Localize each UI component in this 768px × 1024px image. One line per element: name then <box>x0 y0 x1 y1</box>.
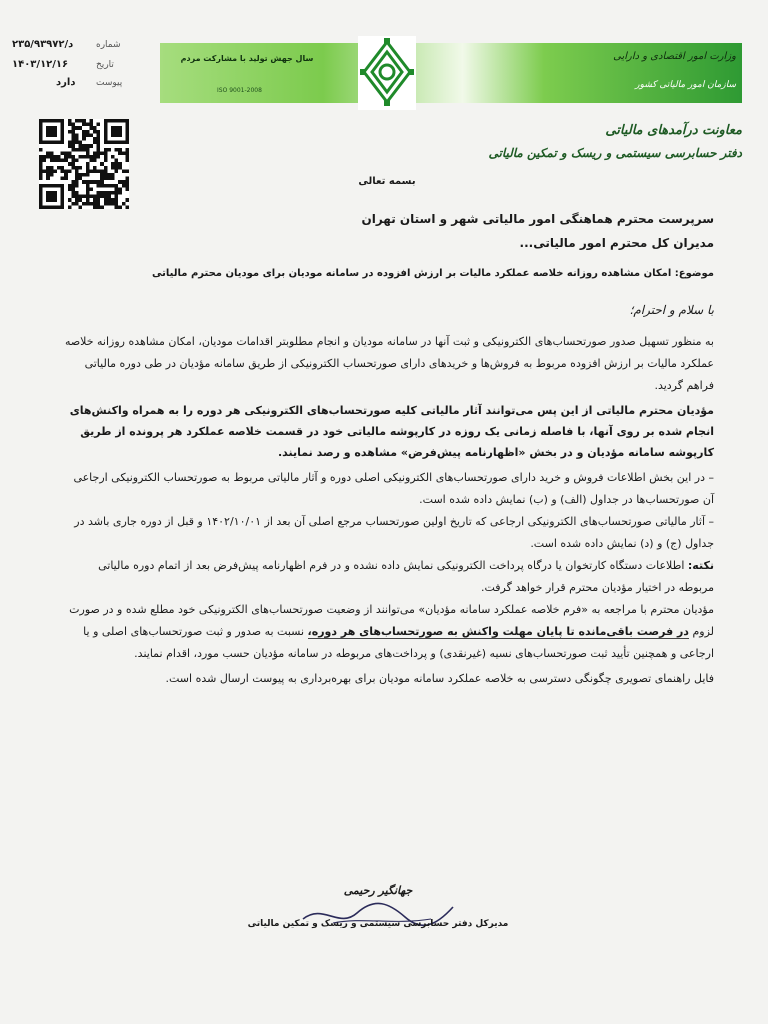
date-label: تاریخ <box>96 60 114 70</box>
department-heading <box>430 120 742 164</box>
action-text-end: نسبت به صدور و ثبت صورتحساب‌های اصلی و یا ارجاعی و همچنین تأیید ثبت صورتحساب‌های نسیه (غیرنقدی) و پرداخت‌های مربوطه در سامانه مؤدیان حسب مورد، اقدام نمایند. <box>83 625 714 660</box>
paragraph-taxpayers: مؤدیان محترم مالیاتی از این پس می‌توانند آثار مالیاتی کلیه صورتحساب‌های الکترونیکی هر دوره را به همراه واکنش‌های انجام شده بر روی آنها، با فاصله زمانی یک روزه در کارپوشه مالیاتی خود در قسمت خلاصه عملکرد هر پرونده از طریق کارپوشه سامانه مؤدیان و در بخش «اظهارنامه پیش‌فرض» مشاهده و رصد نمایند. <box>69 404 714 459</box>
note-text: اطلاعات دستگاه کارتخوان یا درگاه پرداخت الکترونیکی نمایش داده نشده و در فرم اظهارنامه پیش‌فرض بعد از اتمام دوره مالیاتی مربوطه در اختیار مؤدیان محترم قرار خواهد گرفت. <box>98 559 714 594</box>
signatory-name: جهانگیر رحیمی <box>343 884 413 897</box>
letter-metadata <box>6 38 134 90</box>
paragraph-attachment: فایل راهنمای تصویری چگونگی دسترسی به خلاصه عملکرد سامانه مودیان برای بهره‌برداری به پیوست ارسال شده است. <box>165 672 714 685</box>
letter-number: ۲۳۵/۹۳۹۷۲/د <box>12 39 74 50</box>
signatory-title: مدیرکل دفتر حسابرسی سیستمی و ریسک و تمکین مالیاتی <box>247 919 509 929</box>
attachment-label: پیوست <box>96 78 123 88</box>
recipient-primary: سرپرست محترم هماهنگی امور مالیاتی شهر و استان تهران <box>361 212 714 226</box>
letter-body <box>60 176 714 690</box>
tax-organization-emblem-icon <box>358 36 416 110</box>
letter-date: ۱۴۰۳/۱۲/۱۶ <box>12 59 69 70</box>
signature-block <box>228 884 528 929</box>
letterhead-banner <box>160 36 742 110</box>
paragraph-intro: به منظور تسهیل صدور صورتحساب‌های الکترونیکی و ثبت آنها در سامانه مودیان و انجام مطلوبتر اقدامات مودیان، امکان مشاهده روزانه خلاصه عملکرد مالیات بر ارزش افزوده مربوط به فروش‌ها و خریدهای دارای صورتحساب الکترونیکی از طریق سامانه مؤدیان در طی دوره مالیاتی فراهم گردید. <box>64 335 714 392</box>
recipient-secondary: مدیران کل محترم امور مالیاتی... <box>519 236 714 250</box>
action-text-start: مؤدیان محترم با مراجعه به «فرم خلاصه عملکرد سامانه مؤدیان» می‌توانند از وضعیت صورتحساب‌های الکترونیکی خود مطلع شده و در صورت لزوم <box>69 603 714 638</box>
paragraph-tables-cd: – آثار مالیاتی صورتحساب‌های الکترونیکی ارجاعی که تاریخ اولین صورتحساب مرجع اصلی آن بعد از ۱۴۰۲/۱۰/۰۱ و قبل از دوره جاری باشد در جداول (ج) و (د) نمایش داده شده است. <box>74 515 714 550</box>
note-label: نکته: <box>687 559 714 572</box>
office-name: دفتر حسابرسی سیستمی و ریسک و تمکین مالیاتی <box>488 146 742 160</box>
ministry-name: وزارت امور اقتصادی و دارایی <box>613 51 736 62</box>
number-label: شماره <box>96 40 121 50</box>
year-slogan: سال جهش تولید با مشارکت مردم <box>180 54 314 63</box>
letter-subject: موضوع: امکان مشاهده روزانه خلاصه عملکرد مالیات بر ارزش افزوده در سامانه مودیان برای مودیان محترم مالیاتی <box>152 268 714 279</box>
deputy-name: معاونت درآمدهای مالیاتی <box>605 123 742 138</box>
paragraph-tables-ab: – در این بخش اطلاعات فروش و خرید دارای صورتحساب‌های الکترونیکی اصلی دوره و آثار مالیاتی مربوط به صورتحساب الکترونیکی ارجاعی آن صورتحساب‌ها در جداول (الف) و (ب) نمایش داده شده است. <box>73 471 714 506</box>
organization-name: سازمان امور مالیاتی کشور <box>635 80 736 90</box>
action-text-underlined: در فرصت باقی‌مانده تا پایان مهلت واکنش به صورتحساب‌های هر دوره، <box>307 625 689 638</box>
basmala: بسمه تعالی <box>358 176 416 187</box>
iso-certification: ISO 9001-2008 <box>217 87 262 94</box>
greeting: با سلام و احترام؛ <box>629 303 714 317</box>
attachment-value: دارد <box>56 77 76 88</box>
paragraph-note <box>60 555 714 599</box>
paragraph-action <box>60 599 714 665</box>
